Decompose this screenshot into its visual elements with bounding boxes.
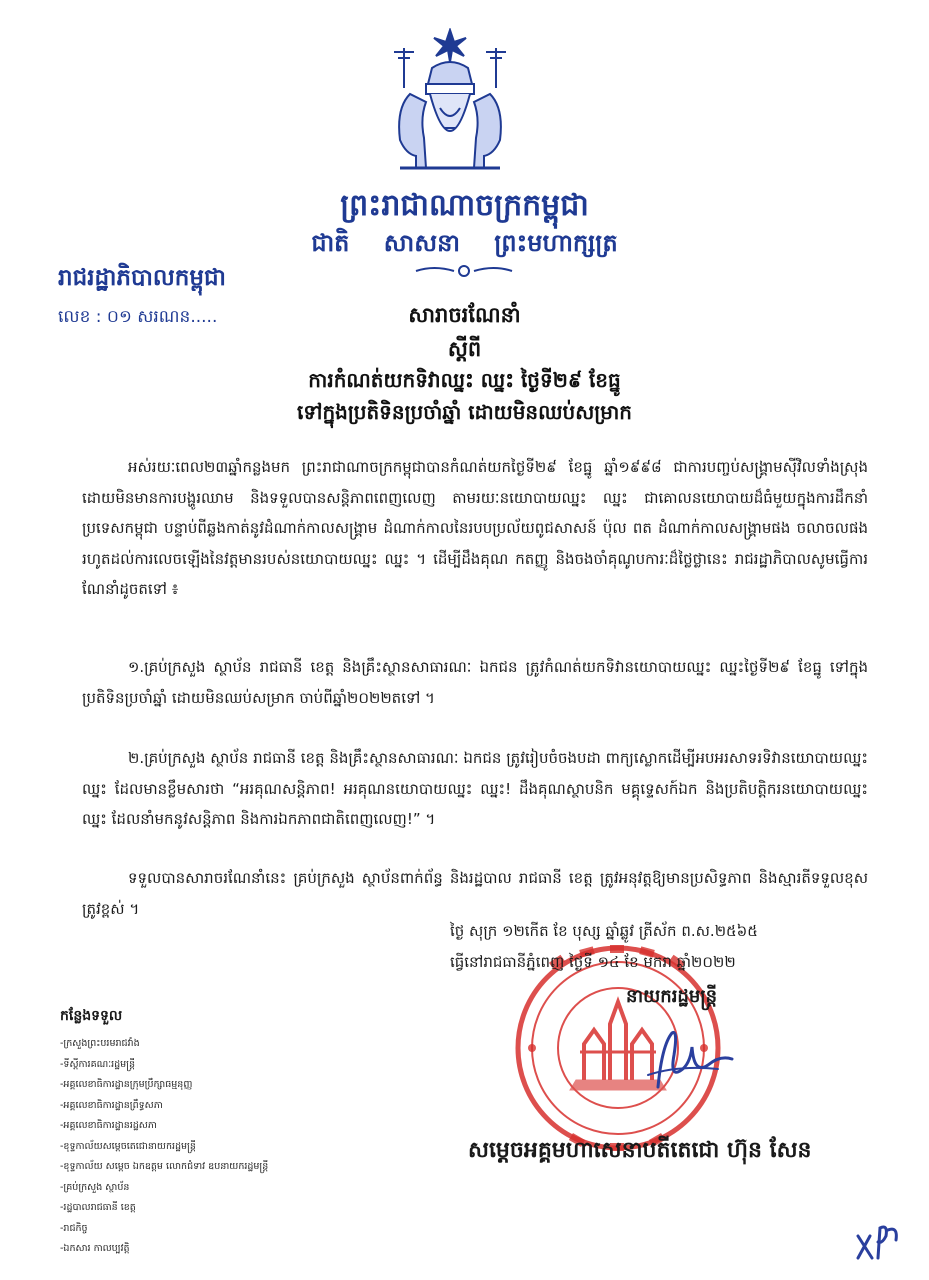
recipient-item: -អគ្គលេខាធិការដ្ឋានក្រុមប្រឹក្សាធម្មនុញ្ញ [60,1079,193,1090]
subject-line-1: ការកំណត់យកទិវាឈ្នះ ឈ្នះ ថ្ងៃទី២៩ ខែធ្នូ [308,368,621,392]
kingdom-name: ព្រះរាជាណាចក្រកម្ពុជា [340,188,589,223]
royal-coat-of-arms-emblem [370,28,530,178]
recipient-item: -រដ្ឋបាលរាជធានី ខេត្ត [60,1202,136,1213]
lunar-date: ថ្ងៃ សុក្រ ១២កើត ខែ បុស្ស ឆ្នាំឆ្លូវ ត្រីស័ក ព.ស.២៥៦៥ [450,922,758,940]
subject-line-2: ទៅក្នុងប្រតិទិនប្រចាំឆ្នាំ ដោយមិនឈប់សម្រាក [297,400,632,424]
government-name: រាជរដ្ឋាភិបាលកម្ពុជា [58,265,226,291]
national-motto: ជាតិ សាសនា ព្រះមហាក្សត្រ [311,229,618,257]
solar-date-place: ធ្វើនៅរាជធានីភ្នំពេញ ថ្ងៃទី ១៤ ខែ មករា ឆ្នាំ២០២២ [450,953,736,971]
body-paragraph-intro: អស់រយៈពេល២៣ឆ្នាំកន្លងមក ព្រះរាជាណាចក្រកម្ពុជាបានកំណត់យកថ្ងៃទី២៩ ខែធ្នូ ឆ្នាំ១៩៩៨ ជាការបញ្ចប់សង្គ្រាមស៊ីវិលទាំងស្រុងដោយមិនមានការបង្ហូរឈាម និងទទួលបានសន្តិភាពពេញលេញ តាមរយៈនយោបាយឈ្នះ ឈ្នះ ជាគោលនយោបាយដ៏ធំមួយក្នុងការដឹកនាំប្រទេសកម្ពុជា បន្ទាប់ពីឆ្លងកាត់នូវដំណាក់កាលសង្គ្រាម ដំណាក់កាលនៃរបបប្រល័យពូជសាសន៍ ប៉ុល ពត ដំណាក់កាលសង្គ្រាមផង ចលាចលផង រហូតដល់ការលេចឡើងនៃវត្តមានរបស់នយោបាយឈ្នះ ឈ្នះ ។ ដើម្បីដឹងគុណ កតញ្ញូ និងចងចាំគុណូបការៈដ៏ថ្លៃថ្លានេះ រាជរដ្ឋាភិបាលសូមធ្វើការណែនាំដូចតទៅ ៖ [82,458,868,598]
recipient-item: -អគ្គលេខាធិការដ្ឋានរដ្ឋសភា [60,1120,157,1131]
signatory-name: សម្តេចអគ្គមហាសេនាបតីតេជោ ហ៊ុន សែន [468,1138,812,1163]
recipient-item: -គ្រប់ក្រសួង ស្ថាប័ន [60,1181,130,1193]
ornamental-divider-icon [414,263,514,279]
recipient-item: -ទីស្តីការគណៈរដ្ឋមន្ត្រី [60,1058,136,1070]
body-paragraph-closing: ទទួលបានសារាចរណែនាំនេះ គ្រប់ក្រសួង ស្ថាប័នពាក់ព័ន្ធ និងរដ្ឋបាល រាជធានី ខេត្ត ត្រូវអនុវត្តឱ្យមានប្រសិទ្ធភាព និងស្មារតីទទួលខុសត្រូវខ្ពស់ ។ [82,869,868,918]
handwritten-signature [628,1025,738,1095]
recipient-item: -ក្រសួងព្រះបរមរាជវាំង [60,1038,140,1049]
recipients-list [60,1034,268,1260]
recipient-item: -ខុទ្ទកាល័យ សម្តេច ឯកឧត្តម លោកជំទាវ ឧបនាយករដ្ឋមន្ត្រី [60,1161,269,1172]
document-number: លេខ : ០១ សរណន..... [58,307,218,327]
recipient-item: -រាជកិច្ច [60,1222,88,1234]
recipient-item: -ខុទ្ទកាល័យសម្តេចតេជោនាយករដ្ឋមន្ត្រី [60,1140,196,1152]
document-type: សារាចរណែនាំ [408,303,521,327]
recipients-heading: កន្លែងទទួល [60,1008,123,1024]
body-paragraph-point-2: ២.គ្រប់ក្រសួង ស្ថាប័ន រាជធានី ខេត្ត និងគ្រឹះស្ថានសាធារណៈ ឯកជន ត្រូវរៀបចំចងបដា ពាក្យស្លោកដើម្បីអបអរសាទរទិវានយោបាយឈ្នះ ឈ្នះ ដែលមានខ្លឹមសារថា “អរគុណសន្តិភាព! អរគុណនយោបាយឈ្នះ ឈ្នះ! ដឹងគុណស្ថាបនិក មគ្គុទ្ទេសក៍ឯក និងប្រតិបត្តិករនយោបាយឈ្នះ ឈ្នះ ដែលនាំមកនូវសន្តិភាព និងការឯកភាពជាតិពេញលេញ!” ។ [82,749,868,828]
handwritten-initials [852,1218,906,1264]
subject-label: ស្តីពី [447,337,482,361]
body-paragraph-point-1: ១.គ្រប់ក្រសួង ស្ថាប័ន រាជធានី ខេត្ត និងគ្រឹះស្ថានសាធារណៈ ឯកជន ត្រូវកំណត់យកទិវានយោបាយឈ្នះ ឈ្នះថ្ងៃទី២៩ ខែធ្នូ ទៅក្នុងប្រតិទិនប្រចាំឆ្នាំ ដោយមិនឈប់សម្រាក ចាប់ពីឆ្នាំ២០២២តទៅ ។ [82,658,868,707]
signatory-title: នាយករដ្ឋមន្ត្រី [626,986,718,1007]
recipient-item: -អគ្គលេខាធិការដ្ឋានព្រឹទ្ធសភា [60,1099,163,1111]
recipient-item: -ឯកសារ កាលប្បវត្តិ [60,1243,130,1254]
